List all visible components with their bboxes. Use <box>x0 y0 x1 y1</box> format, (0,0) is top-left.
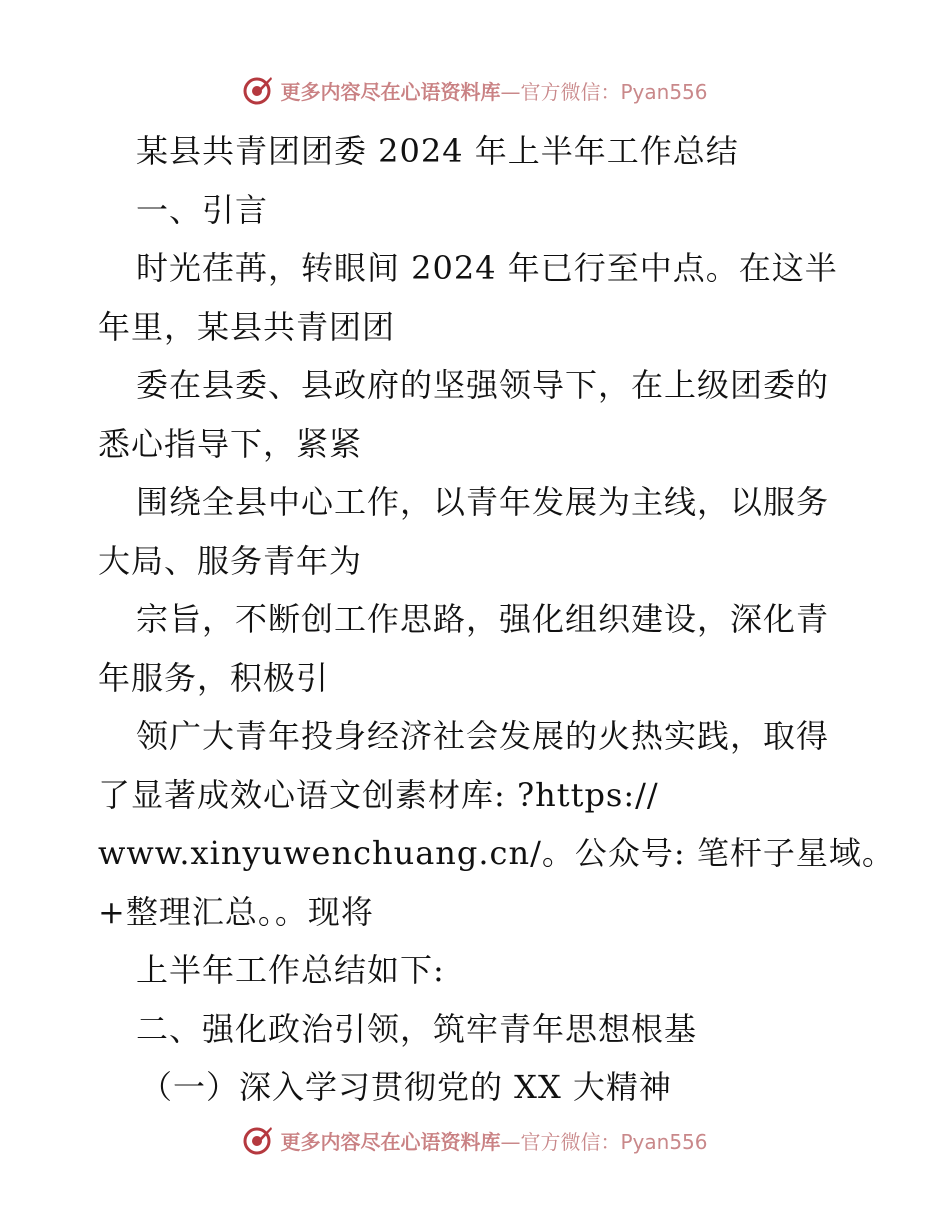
paragraph-line: 时光荏苒，转眼间 2024 年已行至中点。在这半 <box>136 249 838 287</box>
quill-logo-icon <box>242 74 274 106</box>
watermark-wechat: Pyan556 <box>620 1129 708 1154</box>
watermark-separator: — <box>500 1129 521 1154</box>
watermark-brand: 更多内容尽在心语资料库 <box>280 79 501 104</box>
paragraph-line: www.xinyuwenchuang.cn/。公众号: 笔杆子星域。 <box>98 834 895 872</box>
subsection-heading: （一）深入学习贯彻党的 XX 大精神 <box>140 1068 672 1106</box>
watermark-official: 官方微信： <box>520 1129 621 1154</box>
paragraph-line: 年里，某县共青团团 <box>98 307 396 346</box>
paragraph-line: 宗旨，不断创工作思路，强化组织建设，深化青 <box>136 600 830 638</box>
paragraph-line: 悉心指导下，紧紧 <box>98 424 363 463</box>
paragraph-line: 上半年工作总结如下: <box>136 951 445 989</box>
watermark-brand: 更多内容尽在心语资料库 <box>280 1129 501 1154</box>
watermark-text <box>280 76 707 105</box>
paragraph-line: 领广大青年投身经济社会发展的火热实践，取得 <box>136 717 830 755</box>
watermark-text <box>280 1126 707 1155</box>
section-heading-intro: 一、引言 <box>136 190 269 229</box>
watermark-banner-top <box>0 70 950 110</box>
watermark-separator: — <box>500 79 521 104</box>
paragraph-line: 年服务，积极引 <box>98 658 330 697</box>
watermark-wechat: Pyan556 <box>620 79 708 104</box>
paragraph-line: 了显著成效心语文创素材库: ?https:// <box>98 775 659 814</box>
paragraph-line: +整理汇总。。现将 <box>98 892 374 931</box>
document-title: 某县共青团团委 2024 年上半年工作总结 <box>136 132 739 170</box>
paragraph-line: 大局、服务青年为 <box>98 541 363 580</box>
watermark-official: 官方微信： <box>520 79 621 104</box>
paragraph-line: 委在县委、县政府的坚强领导下，在上级团委的 <box>136 366 830 404</box>
paragraph-line: 围绕全县中心工作，以青年发展为主线，以服务 <box>136 483 830 521</box>
document-body <box>98 122 895 1117</box>
watermark-banner-bottom <box>0 1120 950 1160</box>
quill-logo-icon <box>242 1124 274 1156</box>
section-heading-politics: 二、强化政治引领，筑牢青年思想根基 <box>136 1009 698 1048</box>
